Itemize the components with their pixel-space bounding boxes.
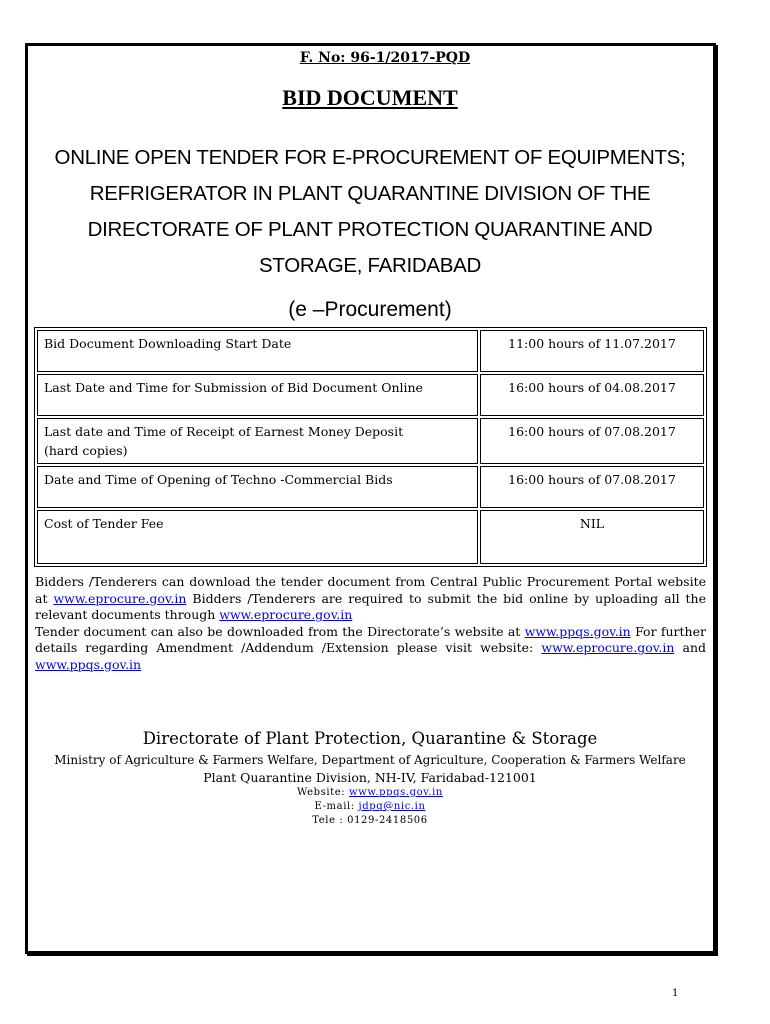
telephone: Tele : 0129-2418506: [312, 815, 428, 826]
email-link[interactable]: jdpq@nic.in: [358, 801, 426, 812]
schedule-label-cell: [37, 418, 478, 464]
document-title: BID DOCUMENT: [282, 85, 458, 110]
issuer-block: [30, 726, 710, 828]
email-line: E-mail: jdpq@nic.in: [314, 801, 426, 812]
page-number: 1: [672, 988, 679, 999]
ministry-name: Ministry of Agriculture & Farmers Welfare, Department of Agriculture, Cooperation & Farmers Welfare: [54, 753, 686, 767]
schedule-label: Bid Document Downloading Start Date: [37, 330, 478, 372]
schedule-value: 16:00 hours of 07.08.2017: [480, 418, 704, 464]
eprocure-link[interactable]: www.eprocure.gov.in: [541, 640, 675, 655]
file-number: F. No: 96-1/2017-PQD: [299, 50, 471, 66]
instructions-paragraph-1: Bidders /Tenderers can download the tender document from Central Public Procurement Portal website at www.eprocure.gov.in Bidders /Tenderers are required to submit the bid online by uploading all the relevant documents through www.eprocure.gov.in: [35, 574, 707, 622]
org-name: Directorate of Plant Protection, Quarantine & Storage: [142, 729, 598, 748]
website-line: Website: www.ppqs.gov.in: [297, 787, 443, 798]
table-row: [37, 418, 704, 464]
schedule-label-note: (hard copies): [44, 443, 128, 458]
heading-line: DIRECTORATE OF PLANT PROTECTION QUARANTINE AND: [87, 218, 653, 241]
instructions-paragraph-2: Tender document can also be downloaded from the Directorate’s website at www.ppqs.gov.in For further details regarding Amendment /Addendum /Extension please visit website: www.eprocure.gov.in and www.ppqs.gov.in: [35, 623, 706, 672]
table-row: [37, 374, 704, 416]
schedule-value: 16:00 hours of 04.08.2017: [480, 374, 704, 416]
schedule-value: 16:00 hours of 07.08.2017: [480, 466, 704, 508]
ppqs-link[interactable]: www.ppqs.gov.in: [524, 623, 631, 639]
procurement-mode: (e –Procurement): [288, 298, 452, 321]
schedule-value: 11:00 hours of 11.07.2017: [480, 330, 704, 372]
schedule-label: Last Date and Time for Submission of Bid Document Online: [37, 374, 478, 416]
eprocure-link[interactable]: www.eprocure.gov.in: [53, 590, 187, 606]
table-row: [37, 330, 704, 372]
tender-heading: [35, 140, 705, 284]
address: Plant Quarantine Division, NH-IV, Faridabad-121001: [203, 770, 537, 785]
ppqs-link[interactable]: www.ppqs.gov.in: [35, 656, 142, 672]
table-row: [37, 466, 704, 508]
table-row: [37, 510, 704, 564]
eprocure-link[interactable]: www.eprocure.gov.in: [219, 607, 353, 622]
heading-line: STORAGE, FARIDABAD: [258, 254, 482, 277]
schedule-value: NIL: [480, 510, 704, 564]
schedule-table: [34, 327, 707, 567]
instructions: [35, 574, 706, 673]
heading-line: ONLINE OPEN TENDER FOR E-PROCUREMENT OF EQUIPMENTS;: [54, 146, 686, 169]
schedule-label: Cost of Tender Fee: [37, 510, 478, 564]
heading-line: REFRIGERATOR IN PLANT QUARANTINE DIVISION OF THE: [89, 182, 651, 205]
website-link[interactable]: www.ppqs.gov.in: [349, 787, 443, 798]
schedule-label: Date and Time of Opening of Techno -Commercial Bids: [37, 466, 478, 508]
schedule-label: Last date and Time of Receipt of Earnest Money Deposit: [44, 424, 404, 439]
